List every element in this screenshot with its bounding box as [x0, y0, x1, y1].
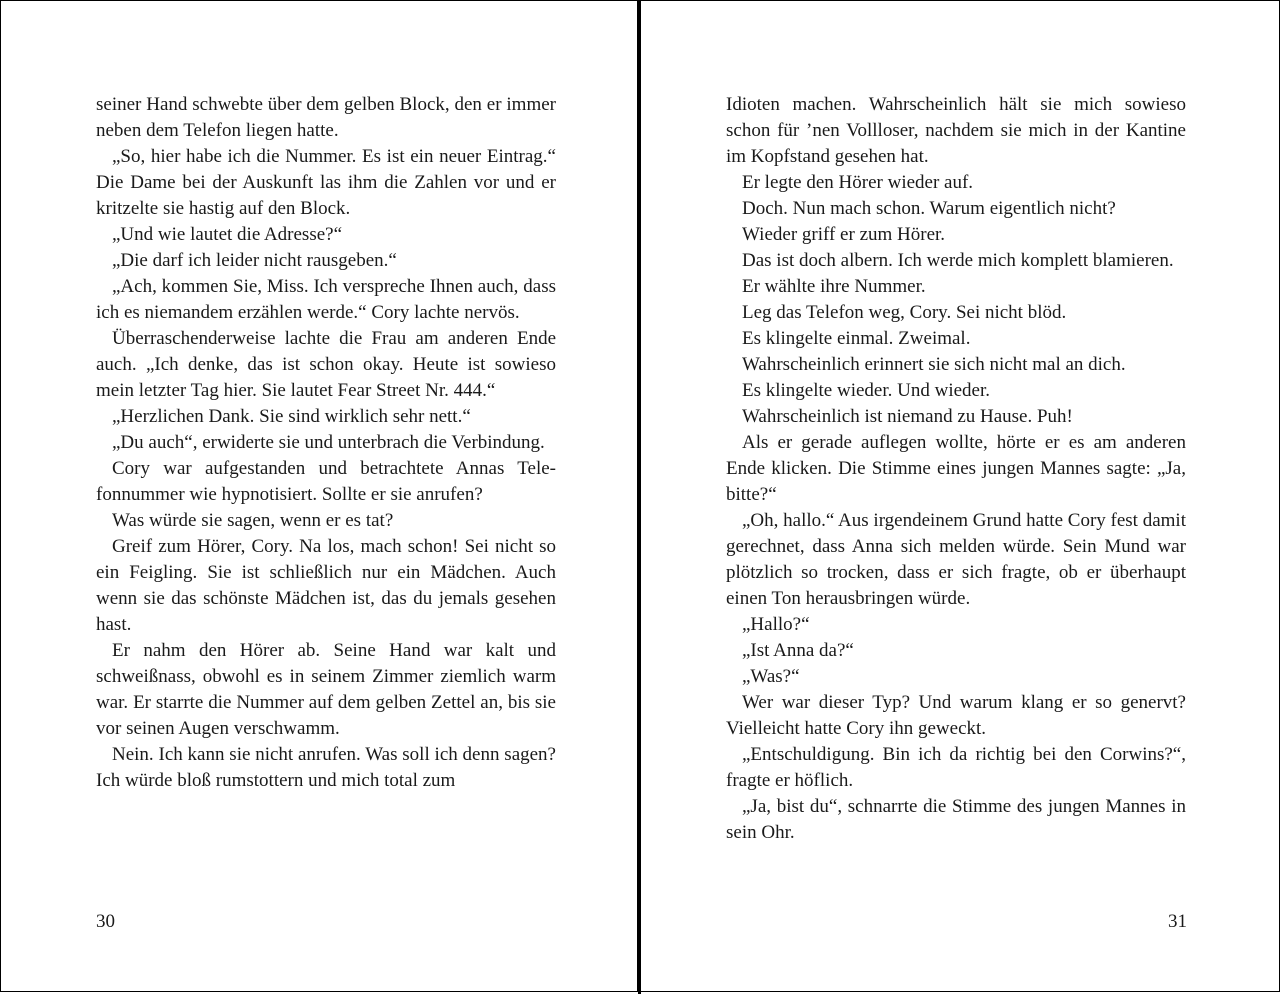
paragraph: Doch. Nun mach schon. Warum eigentlich nicht? [742, 198, 1116, 219]
paragraph: „Ach, kommen Sie, Miss. Ich verspreche Ihnen auch, dass ich es niemandem erzählen werde.“ Cory lachte nervös. [96, 276, 556, 323]
paragraph: Was würde sie sagen, wenn er es tat? [112, 510, 394, 531]
right-page-text [726, 92, 1186, 846]
left-page [0, 0, 638, 992]
left-page-text [96, 92, 556, 794]
paragraph: Cory war aufgestanden und betrachtete Annas Telefonnummer wie hypnotisiert. Sollte er sie anrufen? [96, 458, 556, 505]
paragraph: „Und wie lautet die Adresse?“ [112, 224, 343, 245]
page-number-right: 31 [1168, 911, 1187, 932]
right-page [640, 0, 1280, 992]
paragraph: Überraschenderweise lachte die Frau am anderen Ende auch. „Ich denke, das ist schon okay. Heute ist sowieso mein letzter Tag hier. Sie lautet Fear Street Nr. 444.“ [96, 328, 556, 401]
page-number-left: 30 [96, 911, 115, 932]
paragraph: „Ja, bist du“, schnarrte die Stimme des jungen Mannes in sein Ohr. [726, 796, 1186, 843]
paragraph: „Entschuldigung. Bin ich da richtig bei den Corwins?“, fragte er höflich. [726, 744, 1186, 791]
paragraph: Er nahm den Hörer ab. Seine Hand war kalt und schweißnass, obwohl es in seinem Zimmer ziemlich warm war. Er starrte die Nummer auf dem gelben Zettel an, bis sie vor seinen Augen verschwamm. [96, 640, 556, 739]
paragraph: „Hallo?“ [742, 614, 810, 635]
paragraph: Das ist doch albern. Ich werde mich komplett blamieren. [742, 250, 1174, 271]
paragraph: „So, hier habe ich die Nummer. Es ist ein neuer Eintrag.“ Die Dame bei der Auskunft las ihm die Zahlen vor und er kritzelte sie hastig auf den Block. [96, 146, 556, 219]
paragraph: „Oh, hallo.“ Aus irgendeinem Grund hatte Cory fest damit gerechnet, dass Anna sich melden würde. Sein Mund war plötzlich so trocken, dass er sich fragte, ob er überhaupt einen Ton herausbringen würde. [726, 510, 1186, 609]
paragraph: Als er gerade auflegen wollte, hörte er es am anderen Ende klicken. Die Stimme eines jungen Mannes sagte: „Ja, bitte?“ [726, 432, 1186, 505]
paragraph: Greif zum Hörer, Cory. Na los, mach schon! Sei nicht so ein Feigling. Sie ist schließlich nur ein Mädchen. Auch wenn sie das schönste Mädchen ist, das du jemals gesehen hast. [96, 536, 556, 635]
paragraph: seiner Hand schwebte über dem gelben Block, den er immer neben dem Telefon liegen hatte. [96, 94, 556, 141]
paragraph: „Du auch“, erwiderte sie und unterbrach die Verbindung. [112, 432, 545, 453]
paragraph: Nein. Ich kann sie nicht anrufen. Was soll ich denn sagen? Ich würde bloß rumstottern und mich total zum [96, 744, 556, 791]
paragraph: Idioten machen. Wahrscheinlich hält sie mich sowieso schon für ’nen Vollloser, nachdem sie mich in der Kantine im Kopfstand gesehen hat. [726, 94, 1186, 167]
paragraph: Wahrscheinlich ist niemand zu Hause. Puh! [742, 406, 1073, 427]
paragraph: Wieder griff er zum Hörer. [742, 224, 946, 245]
paragraph: Es klingelte einmal. Zweimal. [742, 328, 971, 349]
paragraph: „Herzlichen Dank. Sie sind wirklich sehr nett.“ [112, 406, 471, 427]
paragraph: „Was?“ [742, 666, 800, 687]
paragraph: Wahrscheinlich erinnert sie sich nicht mal an dich. [742, 354, 1126, 375]
paragraph: Wer war dieser Typ? Und warum klang er so genervt? Vielleicht hatte Cory ihn geweckt. [726, 692, 1186, 739]
paragraph: Es klingelte wieder. Und wieder. [742, 380, 990, 401]
paragraph: Er legte den Hörer wieder auf. [742, 172, 974, 193]
paragraph: Leg das Telefon weg, Cory. Sei nicht blöd. [742, 302, 1067, 323]
paragraph: „Die darf ich leider nicht rausgeben.“ [112, 250, 397, 271]
paragraph: „Ist Anna da?“ [742, 640, 854, 661]
paragraph: Er wählte ihre Nummer. [742, 276, 926, 297]
